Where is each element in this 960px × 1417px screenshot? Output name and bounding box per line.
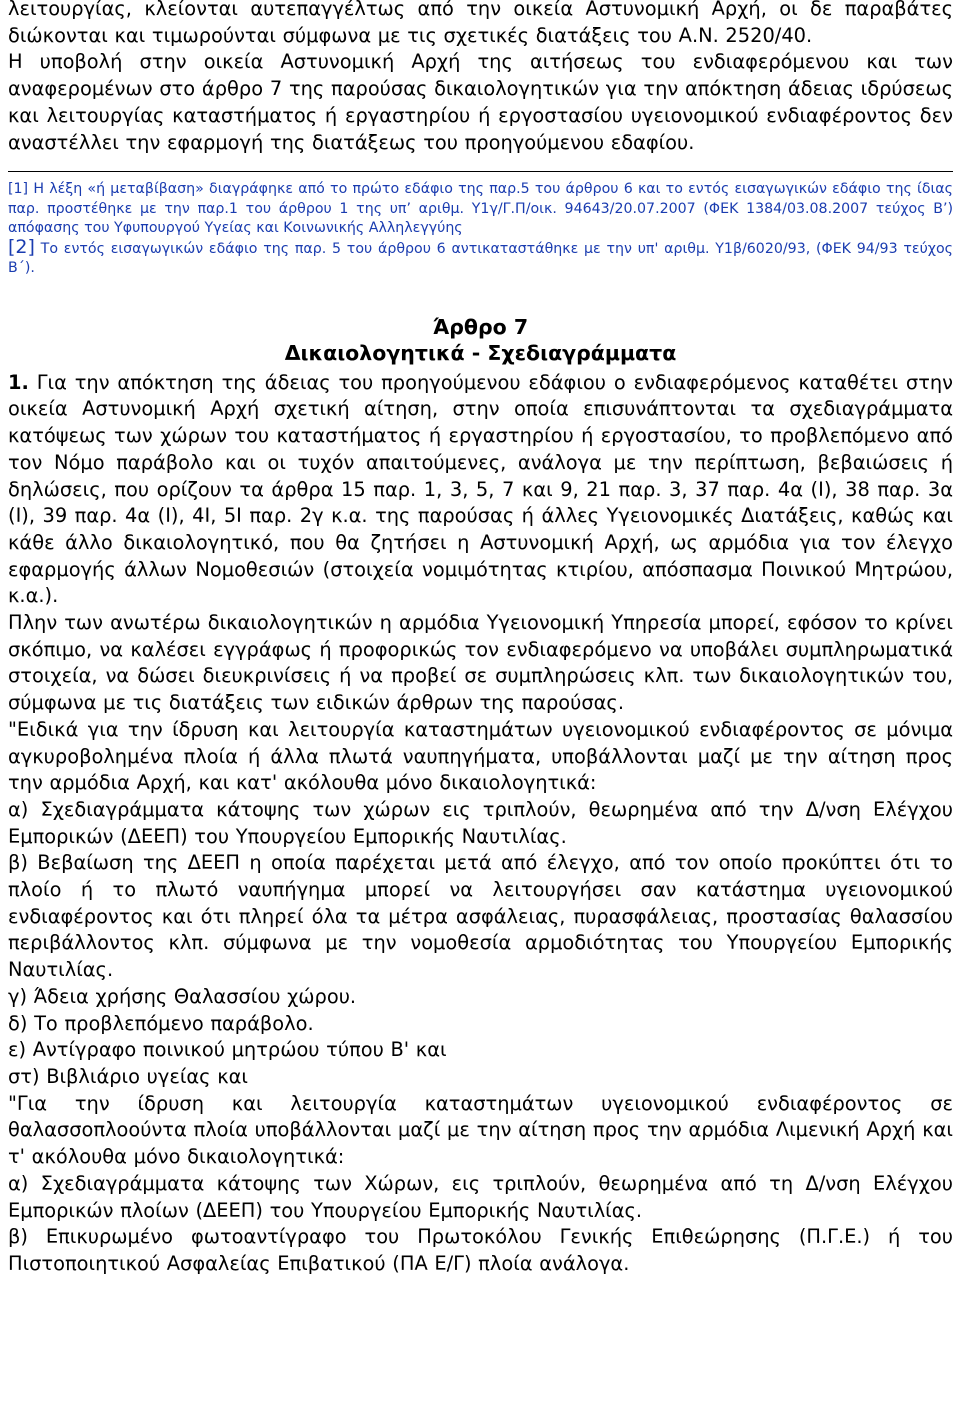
paragraph: "Για την ίδρυση και λειτουργία καταστημάτων υγειονομικού ενδιαφέροντος σε θαλασσοπλοούντα πλοία υποβάλλονται μαζί με την αίτηση προς την αρμόδια Λιμενική Αρχή και τ' ακόλουθα μόνο δικαιολογητικά:	[8, 1091, 953, 1169]
list-item: γ) Άδεια χρήσης Θαλασσίου χώρου.	[8, 984, 357, 1008]
paragraph: λειτουργίας, κλείονται αυτεπαγγέλτως από την οικεία Αστυνομική Αρχή, οι δε παραβάτες διώκονται και τιμωρούνται σύμφωνα με τις σχετικές διατάξεις του Α.Ν. 2520/40.	[8, 0, 953, 47]
article-number: Άρθρο 7	[432, 314, 529, 339]
paragraph: Πλην των ανωτέρω δικαιολογητικών η αρμόδια Υγειονομική Υπηρεσία μπορεί, εφόσον το κρίνει σκόπιμο, να καλέσει εγγράφως ή προφορικώς τον ενδιαφερόμενο να υποβάλει συμπληρωματικά στοιχεία, να δώσει διευκρινίσεις ή να προβεί σε συμπληρώσεις κλπ. των δικαιολογητικών του, σύμφωνα με τις διατάξεις των ειδικών άρθρων της παρούσας.	[8, 611, 953, 715]
paragraph-number: 1.	[8, 370, 29, 394]
article-body	[8, 370, 953, 1278]
list-item: ε) Αντίγραφο ποινικού μητρώου τύπου Β' και	[8, 1038, 447, 1062]
list-item: στ) Βιβλιάριο υγείας και	[8, 1064, 248, 1088]
continued-section	[8, 0, 953, 156]
footnote-text: Το εντός εισαγωγικών εδάφιο της παρ. 5 του άρθρου 6 αντικαταστάθηκε με την υπ' αριθμ. Υ1β/6020/93, (ΦΕΚ 94/93 τεύχος Β΄).	[8, 241, 953, 277]
article-title: Δικαιολογητικά - Σχεδιαγράμματα	[284, 340, 677, 365]
list-item: α) Σχεδιαγράμματα κάτοψης των χώρων εις τριπλούν, θεωρημένα από την Δ/νση Ελέγχου Εμπορικών (ΔΕΕΠ) του Υπουργείου Εμπορικής Ναυτιλίας.	[8, 797, 953, 848]
footnote-marker: [2]	[8, 236, 35, 259]
paragraph: "Ειδικά για την ίδρυση και λειτουργία καταστημάτων υγειονομικού ενδιαφέροντος σε μόνιμα αγκυροβολημένα πλοία ή άλλα πλωτά ναυπηγήματα, υποβάλλονται μαζί με την αίτηση προς την αρμόδια Αρχή, και κατ' ακόλουθα μόνο δικαιολογητικά:	[8, 717, 953, 795]
paragraph: Η υποβολή στην οικεία Αστυνομική Αρχή της αιτήσεως του ενδιαφερόμενου και των αναφερομένων στο άρθρο 7 της παρούσας δικαιολογητικών για την απόκτηση άδειας ιδρύσεως και λειτουργίας καταστήματος ή εργαστηρίου ή εργοστασίου υγειονομικού ενδιαφέροντος δεν αναστέλλει την εφαρμογή της διατάξεως του προηγούμενου εδαφίου.	[8, 50, 953, 154]
list-item: β) Επικυρωμένο φωτοαντίγραφο του Πρωτοκόλου Γενικής Επιθεώρησης (Π.Γ.Ε.) ή του Πιστοποιητικού Ασφαλείας Επιβατικού (ΠΑ Ε/Γ) πλοία ανάλογα.	[8, 1225, 953, 1275]
footnotes	[8, 171, 953, 278]
paragraph-text: Για την απόκτηση της άδειας του προηγούμενου εδάφιου ο ενδιαφερόμενος καταθέτει στην οικεία Αστυνομική Αρχή σχετική αίτηση, στην οποία επισυνάπτονται τα σχεδιαγράμματα κατόψεως των χώρων του καταστήματος ή εργαστηρίου ή εργοστασίου, το προβλεπόμενο από τον Νόμο παράβολο και οι τυχόν απαιτούμενες, ανάλογα με την περίπτωση, βεβαιώσεις ή δηλώσεις, που ορίζουν τα άρθρα 15 παρ. 1, 3, 5, 7 και 9, 21 παρ. 3, 37 παρ. 4α (Ι), 38 παρ. 3α (Ι), 39 παρ. 4α (Ι), 4Ι, 5Ι παρ. 2γ κ.α. της παρούσας ή άλλες Υγειονομικές Διατάξεις, καθώς και κάθε άλλο δικαιολογητικό, που θα ζητήσει η Αστυνομική Αρχή, ως αρμόδια για τον έλεγχο εφαρμογής άλλων Νομοθεσιών (στοιχεία νομιμότητας κτιρίου, απόσπασμα Ποινικού Μητρώου, κ.α.).	[8, 370, 953, 608]
list-item: α) Σχεδιαγράμματα κάτοψης των Χώρων, εις τριπλούν, θεωρημένα από τη Δ/νση Ελέγχου Εμπορικών πλοίων (ΔΕΕΠ) του Υπουργείου Εμπορικής Ναυτιλίας.	[8, 1171, 953, 1222]
list-item: β) Βεβαίωση της ΔΕΕΠ η οποία παρέχεται μετά από έλεγχο, από τον οποίο προκύπτει ότι το πλοίο ή το πλωτό ναυπήγημα μπορεί να λειτουργήσει σαν κατάστημα υγειονομικού ενδιαφέροντος και ότι πληρεί όλα τα μέτρα ασφάλειας, πυρασφάλειας, προστασίας θαλασσίου περιβάλλοντος κλπ. σύμφωνα με την νομοθεσία αρμοδιότητας του Υπουργείου Εμπορικής Ναυτιλίας.	[8, 851, 953, 982]
footnote-1: [1] Η λέξη «ή μεταβίβαση» διαγράφηκε από το πρώτο εδάφιο της παρ.5 του άρθρου 6 και το εντός εισαγωγικών εδάφιο της ίδιας παρ. προστέθηκε με την παρ.1 του άρθρου 1 της υπ’ αριθμ. Υ1γ/Γ.Π/οικ. 94643/20.07.2007 (ΦΕΚ 1384/03.08.2007 τεύχος Β’) απόφασης του Υφυπουργού Υγείας και Κοινωνικής Αλληλεγγύης	[8, 181, 953, 236]
footnote-2	[8, 238, 953, 279]
article-heading	[8, 314, 953, 366]
paragraph-1	[8, 370, 953, 610]
list-item: δ) Το προβλεπόμενο παράβολο.	[8, 1011, 314, 1035]
